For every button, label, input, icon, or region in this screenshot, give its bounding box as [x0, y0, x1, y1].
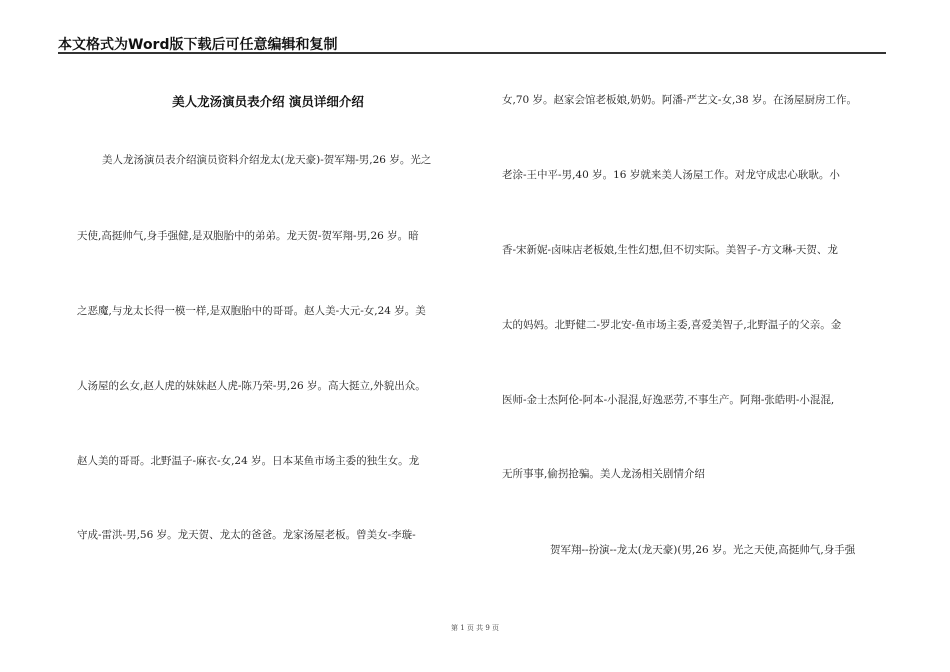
- paragraph-line: 人汤屋的幺女,赵人虎的妹妹赵人虎-陈乃荣-男,26 岁。高大挺立,外貌出众。: [77, 380, 426, 392]
- paragraph-line: 女,70 岁。赵家会馆老板娘,奶奶。阿潘-严艺文-女,38 岁。在汤屋厨房工作。: [502, 94, 858, 106]
- paragraph-line: 贺军翔--扮演--龙太(龙天豪)(男,26 岁。光之天使,高挺帅气,身手强: [550, 544, 856, 556]
- document-title: 美人龙汤演员表介绍 演员详细介绍: [172, 94, 364, 109]
- paragraph-line: 赵人美的哥哥。北野温子-麻衣-女,24 岁。日本某鱼市场主委的独生女。龙: [77, 455, 420, 467]
- page-number: 第 1 页 共 9 页: [450, 624, 500, 632]
- paragraph-line: 天使,高挺帅气,身手强健,是双胞胎中的弟弟。龙天贺-贺军翔-男,26 岁。暗: [77, 230, 419, 242]
- header-notice: 本文格式为Word版下载后可任意编辑和复制: [58, 37, 338, 53]
- paragraph-line: 太的妈妈。北野健二-罗北安-鱼市场主委,喜爱美智子,北野温子的父亲。金: [502, 319, 842, 331]
- document-header: [58, 34, 886, 54]
- paragraph-line: 医师-金士杰阿伦-阿本-小混混,好逸恶劳,不事生产。阿翔-张皓明-小混混,: [502, 394, 835, 406]
- paragraph-line: 美人龙汤演员表介绍演员资料介绍龙太(龙天豪)-贺军翔-男,26 岁。光之: [102, 154, 432, 166]
- paragraph-line: 无所事事,偷拐抢骗。美人龙汤相关剧情介绍: [502, 468, 705, 480]
- paragraph-line: 老涂-王中平-男,40 岁。16 岁就来美人汤屋工作。对龙守成忠心耿耿。小: [502, 169, 840, 181]
- paragraph-line: 之恶魔,与龙太长得一模一样,是双胞胎中的哥哥。赵人美-大元-女,24 岁。美: [77, 305, 426, 317]
- paragraph-line: 守成-雷洪-男,56 岁。龙天贺、龙太的爸爸。龙家汤屋老板。曾美女-李璇-: [77, 529, 416, 541]
- paragraph-line: 香-宋新妮-卤味店老板娘,生性幻想,但不切实际。美智子-方文琳-天贺、龙: [502, 244, 838, 256]
